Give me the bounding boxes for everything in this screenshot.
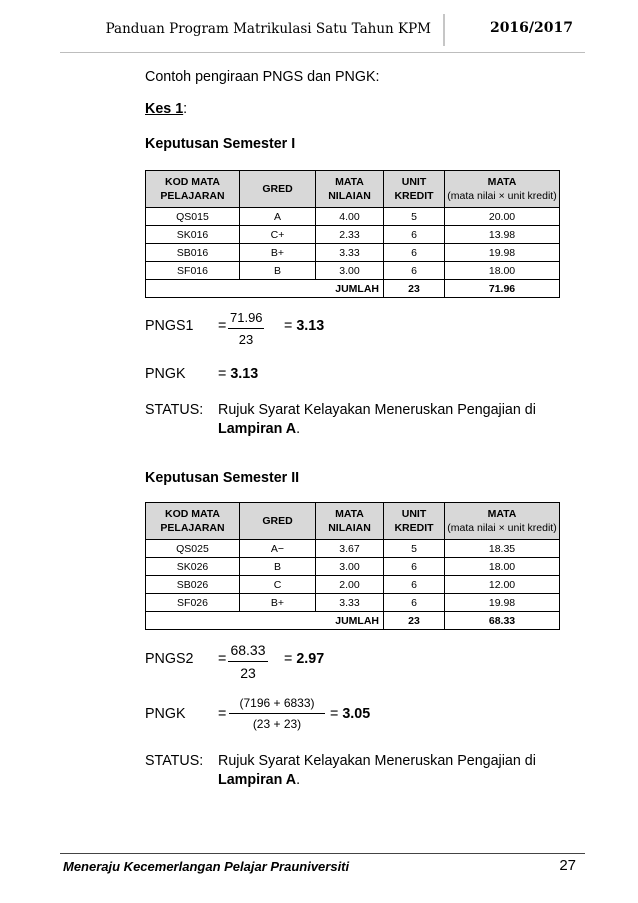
cell-gred: B+	[240, 594, 316, 612]
cell-gred: B	[240, 262, 316, 280]
pngs2-equals: =	[218, 651, 227, 667]
table-header-row	[146, 171, 560, 208]
pngs1-denominator: 23	[238, 332, 254, 347]
col-mata-nilaian-header: MATA NILAIAN	[316, 503, 384, 540]
total-unit: 23	[384, 612, 445, 630]
cell-unit: 6	[384, 558, 445, 576]
pngs2-denominator: 23	[240, 665, 256, 681]
page-header	[60, 12, 585, 46]
table-row	[146, 594, 560, 612]
footer-text: Meneraju Kecemerlangan Pelajar Prauniversiti	[63, 859, 350, 874]
cell-mata: 12.00	[445, 576, 560, 594]
cell-mata: 18.00	[445, 262, 560, 280]
mata-header-sub: (mata nilai × unit kredit)	[447, 522, 557, 534]
case-colon: :	[183, 101, 188, 117]
cell-gred: B+	[240, 244, 316, 262]
status2-label: STATUS:	[145, 753, 204, 769]
cell-mata-nilaian: 3.00	[316, 262, 384, 280]
pngs1-result-row: = 3.13	[284, 318, 325, 334]
col-gred-header: GRED	[240, 503, 316, 540]
col-mata-header	[445, 503, 560, 540]
header-divider	[443, 14, 445, 46]
cell-mata-nilaian: 4.00	[316, 208, 384, 226]
table-row	[146, 262, 560, 280]
semester2-table	[145, 502, 560, 630]
cell-unit: 6	[384, 576, 445, 594]
semester1-title: Keputusan Semester I	[145, 136, 296, 152]
header-title: Panduan Program Matrikulasi Satu Tahun KPM	[105, 21, 431, 37]
status2-ref	[218, 772, 300, 788]
pngs2-fraction	[228, 642, 268, 681]
cell-unit: 5	[384, 540, 445, 558]
cell-mata: 18.35	[445, 540, 560, 558]
case-label: Kes 1	[145, 101, 184, 117]
pngk2-result: 3.05	[342, 706, 371, 722]
cell-mata-nilaian: 3.33	[316, 244, 384, 262]
cell-unit: 6	[384, 226, 445, 244]
intro-text: Contoh pengiraan PNGS dan PNGK:	[145, 69, 380, 85]
cell-mata-nilaian: 3.67	[316, 540, 384, 558]
pngk1-equals: =	[218, 366, 227, 382]
cell-mata: 19.98	[445, 594, 560, 612]
cell-kod: SK016	[146, 226, 240, 244]
page-number: 27	[559, 857, 576, 874]
table-row	[146, 208, 560, 226]
header-rule	[60, 52, 585, 53]
pngs1-label: PNGS1	[145, 318, 194, 334]
status1-label: STATUS:	[145, 402, 204, 418]
table-header-row	[146, 503, 560, 540]
cell-kod: QS025	[146, 540, 240, 558]
cell-mata: 18.00	[445, 558, 560, 576]
cell-mata-nilaian: 2.00	[316, 576, 384, 594]
pngs2-label: PNGS2	[145, 651, 194, 667]
pngs1-fraction	[228, 310, 264, 347]
cell-unit: 5	[384, 208, 445, 226]
col-unit-kredit-header: UNIT KREDIT	[384, 503, 445, 540]
cell-mata: 19.98	[445, 244, 560, 262]
status2-appendix: Lampiran A	[218, 772, 297, 788]
col-kod-header: KOD MATA PELAJARAN	[146, 503, 240, 540]
pngk2-numerator: (7196 + 6833)	[229, 696, 325, 714]
pngs1-numerator: 71.96	[228, 310, 264, 329]
cell-mata: 13.98	[445, 226, 560, 244]
cell-mata-nilaian: 2.33	[316, 226, 384, 244]
pngs1-result: 3.13	[296, 318, 325, 334]
status2-text: Rujuk Syarat Kelayakan Meneruskan Pengajian di	[218, 753, 536, 769]
mata-header-sub: (mata nilai × unit kredit)	[447, 190, 557, 202]
pngk2-label: PNGK	[145, 706, 186, 722]
status2-period: .	[296, 772, 301, 788]
cell-gred: B	[240, 558, 316, 576]
pngs2-result: 2.97	[296, 651, 325, 667]
mata-header-label: MATA	[487, 176, 517, 188]
pngk1-result-row	[218, 366, 258, 382]
semester1-table	[145, 170, 560, 298]
pngs1-equals: =	[218, 318, 227, 334]
cell-unit: 6	[384, 262, 445, 280]
col-mata-header	[445, 171, 560, 208]
cell-kod: SF026	[146, 594, 240, 612]
cell-kod: SB016	[146, 244, 240, 262]
semester2-title: Keputusan Semester II	[145, 470, 300, 486]
table-row	[146, 540, 560, 558]
total-row	[146, 280, 560, 298]
cell-gred: C	[240, 576, 316, 594]
pngk2-fraction	[229, 696, 325, 731]
cell-unit: 6	[384, 244, 445, 262]
status1-period: .	[296, 421, 301, 437]
cell-gred: C+	[240, 226, 316, 244]
pngk2-equals: =	[218, 706, 227, 722]
total-mata: 71.96	[445, 280, 560, 298]
col-unit-kredit-header: UNIT KREDIT	[384, 171, 445, 208]
table-row	[146, 558, 560, 576]
cell-mata-nilaian: 3.33	[316, 594, 384, 612]
table-row	[146, 576, 560, 594]
header-year: 2016/2017	[489, 20, 573, 36]
cell-mata: 20.00	[445, 208, 560, 226]
table-row	[146, 244, 560, 262]
cell-gred: A−	[240, 540, 316, 558]
total-label: JUMLAH	[146, 280, 384, 298]
col-kod-header: KOD MATA PELAJARAN	[146, 171, 240, 208]
pngs2-result-row: = 2.97	[284, 651, 325, 667]
pngk2-result-row: = 3.05	[330, 706, 371, 722]
cell-kod: SK026	[146, 558, 240, 576]
status1-appendix: Lampiran A	[218, 421, 297, 437]
table-row	[146, 226, 560, 244]
total-row	[146, 612, 560, 630]
pngk2-denominator: (23 + 23)	[252, 717, 302, 731]
cell-mata-nilaian: 3.00	[316, 558, 384, 576]
cell-gred: A	[240, 208, 316, 226]
cell-kod: SB026	[146, 576, 240, 594]
case-heading	[145, 101, 187, 117]
total-mata: 68.33	[445, 612, 560, 630]
cell-unit: 6	[384, 594, 445, 612]
total-unit: 23	[384, 280, 445, 298]
total-label: JUMLAH	[146, 612, 384, 630]
cell-kod: QS015	[146, 208, 240, 226]
pngs2-numerator: 68.33	[228, 642, 268, 662]
pngk1-result: 3.13	[230, 366, 259, 382]
status1-ref	[218, 421, 300, 437]
col-mata-nilaian-header: MATA NILAIAN	[316, 171, 384, 208]
footer-rule	[60, 853, 585, 854]
status1-text: Rujuk Syarat Kelayakan Meneruskan Pengajian di	[218, 402, 536, 418]
col-gred-header: GRED	[240, 171, 316, 208]
pngk1-label: PNGK	[145, 366, 186, 382]
cell-kod: SF016	[146, 262, 240, 280]
mata-header-label: MATA	[487, 508, 517, 520]
